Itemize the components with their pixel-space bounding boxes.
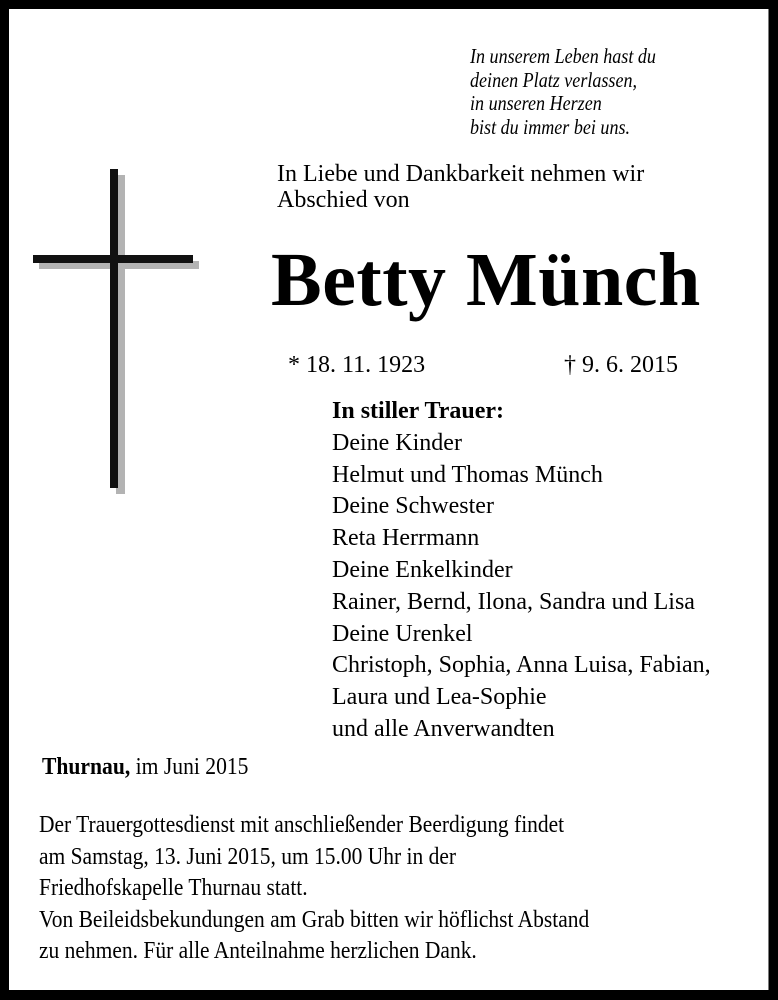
footer-line: Von Beileidsbekundungen am Grab bitten wir höflichst Abstand xyxy=(39,906,590,933)
mourner-line: Laura und Lea-Sophie xyxy=(332,684,547,711)
mourner-line: Deine Schwester xyxy=(332,493,494,520)
footer-line: zu nehmen. Für alle Anteilnahme herzlichen Dank. xyxy=(39,938,477,964)
mourner-line: Deine Enkelkinder xyxy=(332,556,513,583)
mourners-list xyxy=(332,396,711,746)
motto-line: deinen Platz verlassen, xyxy=(470,67,638,92)
footer-line: Friedhofskapelle Thurnau statt. xyxy=(39,875,308,901)
motto-line: in unseren Herzen xyxy=(470,91,602,115)
mourner-line: Reta Herrmann xyxy=(332,525,480,552)
funeral-notice xyxy=(39,810,589,968)
cross-vertical-bar xyxy=(110,169,118,488)
footer-line: am Samstag, 13. Juni 2015, um 15.00 Uhr in der xyxy=(39,843,457,870)
intro-line: Abschied von xyxy=(277,187,410,213)
obituary-page xyxy=(9,9,769,990)
footer-line: Der Trauergottesdienst mit anschließender Beerdigung findet xyxy=(39,812,565,838)
mourners-heading: In stiller Trauer: xyxy=(332,398,504,424)
mourner-line: Helmut und Thomas Münch xyxy=(332,461,603,488)
intro-text xyxy=(277,161,644,213)
place-and-date xyxy=(42,752,248,782)
mourner-line: Rainer, Bernd, Ilona, Sandra und Lisa xyxy=(332,588,695,615)
motto-line: bist du immer bei uns. xyxy=(470,114,631,139)
cross-horizontal-bar xyxy=(33,255,193,263)
birth-date: * 18. 11. 1923 xyxy=(288,352,426,378)
deceased-name: Betty Münch xyxy=(271,238,701,322)
mourner-line: und alle Anverwandten xyxy=(332,715,555,742)
notice-date: im Juni 2015 xyxy=(130,754,249,780)
mourner-line: Deine Kinder xyxy=(332,429,462,456)
place-name: Thurnau, xyxy=(42,754,131,780)
motto-verse xyxy=(470,45,656,139)
intro-line: In Liebe und Dankbarkeit nehmen wir xyxy=(277,161,645,187)
mourner-line: Christoph, Sophia, Anna Luisa, Fabian, xyxy=(332,652,711,679)
death-date: † 9. 6. 2015 xyxy=(564,352,678,378)
mourner-line: Deine Urenkel xyxy=(332,620,473,647)
motto-line: In unserem Leben hast du xyxy=(470,44,656,68)
